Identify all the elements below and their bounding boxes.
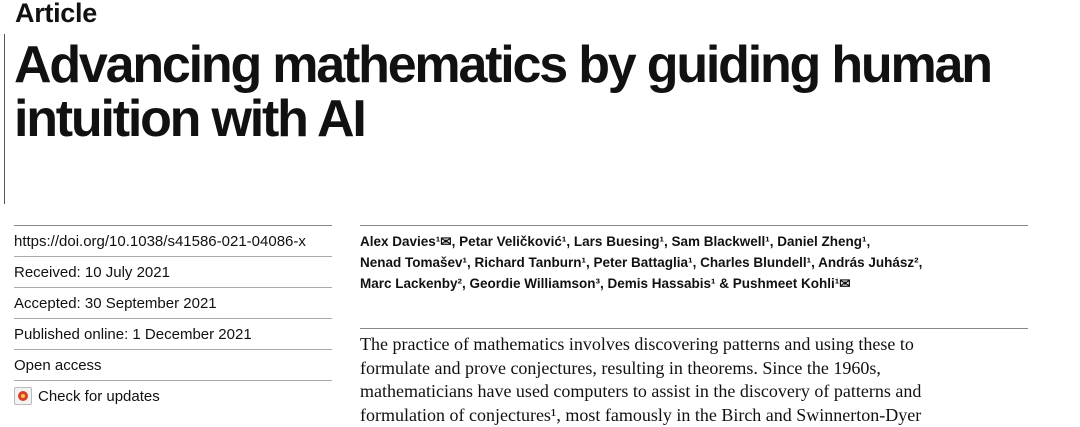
article-title [14, 38, 991, 146]
title-line-1: Advancing mathematics by guiding human [14, 38, 991, 92]
article-metadata [14, 225, 332, 411]
section-label: Article [15, 0, 97, 29]
author-line-2: Nenad Tomašev¹, Richard Tanburn¹, Peter Battaglia¹, Charles Blundell¹, András Juhász², [360, 252, 1028, 273]
crossmark-icon [14, 387, 32, 405]
authors-divider [360, 225, 1028, 226]
abstract-line-4: formulation of conjectures¹, most famously in the Birch and Swinnerton-Dyer [360, 404, 1028, 427]
doi-link[interactable]: https://doi.org/10.1038/s41586-021-04086-x [14, 226, 332, 257]
abstract-line-2: formulate and prove conjectures, resulting in theorems. Since the 1960s, [360, 357, 1028, 381]
abstract-line-3: mathematicians have used computers to assist in the discovery of patterns and [360, 380, 1028, 404]
check-for-updates-link[interactable] [14, 381, 332, 411]
left-margin-rule [4, 34, 5, 204]
author-line-1: Alex Davies¹✉, Petar Veličković¹, Lars Buesing¹, Sam Blackwell¹, Daniel Zheng¹, [360, 231, 1028, 252]
author-list [360, 231, 1028, 294]
check-for-updates-label: Check for updates [38, 381, 160, 412]
author-line-3: Marc Lackenby², Geordie Williamson³, Demis Hassabis¹ & Pushmeet Kohli¹✉ [360, 273, 1028, 294]
published-date: Published online: 1 December 2021 [14, 319, 332, 350]
abstract-line-1: The practice of mathematics involves discovering patterns and using these to [360, 333, 1028, 357]
received-date: Received: 10 July 2021 [14, 257, 332, 288]
accepted-date: Accepted: 30 September 2021 [14, 288, 332, 319]
title-line-2: intuition with AI [14, 92, 991, 146]
open-access-label: Open access [14, 350, 332, 381]
abstract-text [360, 333, 1028, 427]
abstract-divider [360, 328, 1028, 329]
